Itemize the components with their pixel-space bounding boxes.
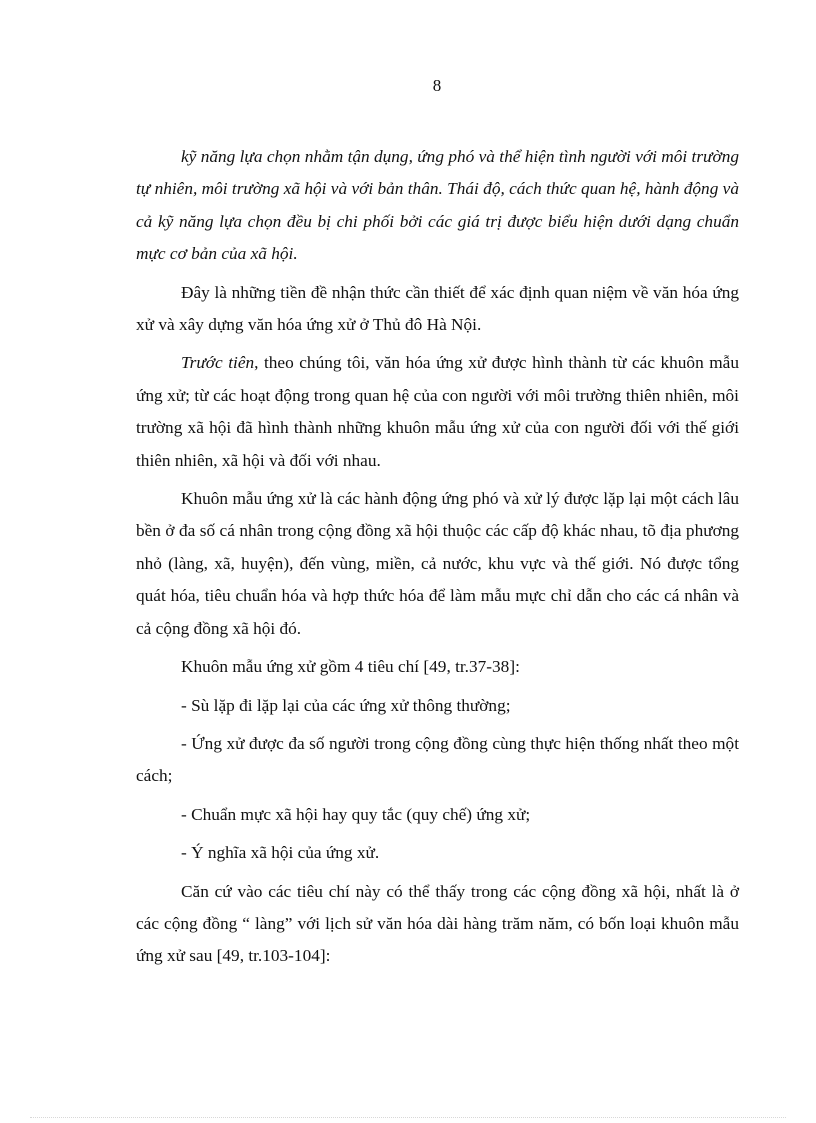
page-number: 8 (432, 76, 442, 95)
paragraph-criteria-intro: Khuôn mẫu ứng xử gồm 4 tiêu chí [49, tr.37-38]: (181, 657, 520, 677)
page-bottom-divider (30, 1117, 786, 1118)
list-item-criterion-3: - Chuẩn mực xã hội hay quy tắc (quy chế) ứng xử; (181, 804, 531, 824)
list-item-criterion-4: - Ý nghĩa xã hội của ứng xử. (181, 843, 380, 863)
paragraph-behavior-patterns: Khuôn mẫu ứng xử là các hành động ứng phó và xử lý được lặp lại một cách lâu bền ở đa số cá nhân trong cộng đồng xã hội thuộc các cấp độ khác nhau, tõ địa phương nhỏ (làng, xã, huyện), đến vùng, miền, cả nước, khu vực và thế giới. Nó được tổng quát hóa, tiêu chuẩn hóa và hợp thức hóa để làm mẫu mực chỉ dẫn cho các cá nhân và cả cộng đồng xã hội đó. (136, 489, 739, 638)
paragraph-premises: Đây là những tiền đề nhận thức cần thiết để xác định quan niệm về văn hóa ứng xử và xây dựng văn hóa ứng xử ở Thủ đô Hà Nội. (136, 282, 739, 335)
first-point-emphasis: Trước tiên (181, 353, 255, 373)
paragraph-four-patterns: Căn cứ vào các tiêu chí này có thể thấy trong các cộng đồng xã hội, nhất là ở các cộng đồng “ làng” với lịch sử văn hóa dài hàng trăm năm, có bốn loại khuôn mẫu ứng xử sau [49, tr.103-104]: (136, 881, 739, 966)
list-item-criterion-2: - Ứng xử được đa số người trong cộng đồng cùng thực hiện thống nhất theo một cách; (136, 733, 739, 786)
first-point-text: , theo chúng tôi, văn hóa ứng xử được hình thành từ các khuôn mẫu ứng xử; từ các hoạt động trong quan hệ của con người với môi trường thiên nhiên, môi trường xã hội đã hình thành những khuôn mẫu ứng xử của con người đối với thế giới thiên nhiên, xã hội và đối với nhau. (136, 353, 739, 470)
list-item-criterion-1: - Sù lặp đi lặp lại của các ứng xử thông thường; (181, 695, 511, 715)
paragraph-values-definition: kỹ năng lựa chọn nhằm tận dụng, ứng phó và thể hiện tình người với môi trường tự nhiên, môi trường xã hội và với bản thân. Thái độ, cách thức quan hệ, hành động và cả kỹ năng lựa chọn đều bị chi phối bởi các giá trị được biểu hiện dưới dạng chuẩn mực cơ bản của xã hội. (136, 147, 739, 264)
paragraph-first-point (136, 347, 739, 477)
page-body (136, 141, 739, 979)
